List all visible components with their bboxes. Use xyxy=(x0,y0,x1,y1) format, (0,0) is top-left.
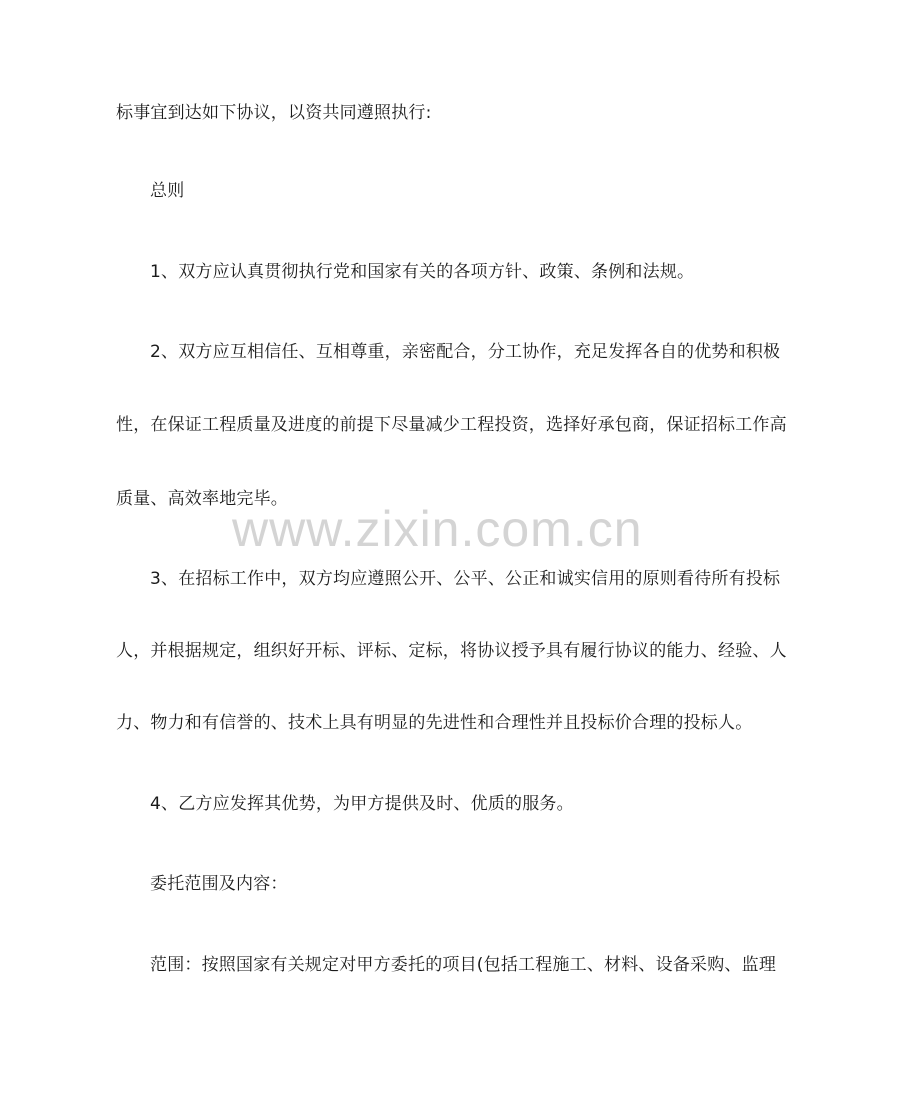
clause-3-line-3: 力、物力和有信誉的、技术上具有明显的先进性和合理性并且投标价合理的投标人。 xyxy=(116,713,753,733)
clause-4: 4、乙方应发挥其优势，为甲方提供及时、优质的服务。 xyxy=(150,794,574,814)
clause-2-line-3: 质量、高效率地完毕。 xyxy=(116,489,288,509)
text-line-intro: 标事宜到达如下协议，以资共同遵照执行: xyxy=(116,103,432,123)
section-heading-scope: 委托范围及内容： xyxy=(150,874,288,894)
clause-2-line-1: 2、双方应互相信任、互相尊重，亲密配合，分工协作，充足发挥各自的优势和积极 xyxy=(150,342,781,362)
scope-line: 范围：按照国家有关规定对甲方委托的项目(包括工程施工、材料、设备采购、监理 xyxy=(150,955,777,975)
clause-3-line-2: 人，并根据规定，组织好开标、评标、定标，将协议授予具有履行协议的能力、经验、人 xyxy=(116,641,787,661)
clause-1: 1、双方应认真贯彻执行党和国家有关的各项方针、政策、条例和法规。 xyxy=(150,262,695,282)
clause-2-line-2: 性，在保证工程质量及进度的前提下尽量减少工程投资，选择好承包商，保证招标工作高 xyxy=(116,415,787,435)
clause-3-line-1: 3、在招标工作中，双方均应遵照公开、公平、公正和诚实信用的原则看待所有投标 xyxy=(150,569,781,589)
watermark: www.zixin.com.cn xyxy=(232,501,643,557)
section-heading-general: 总则 xyxy=(150,181,185,201)
